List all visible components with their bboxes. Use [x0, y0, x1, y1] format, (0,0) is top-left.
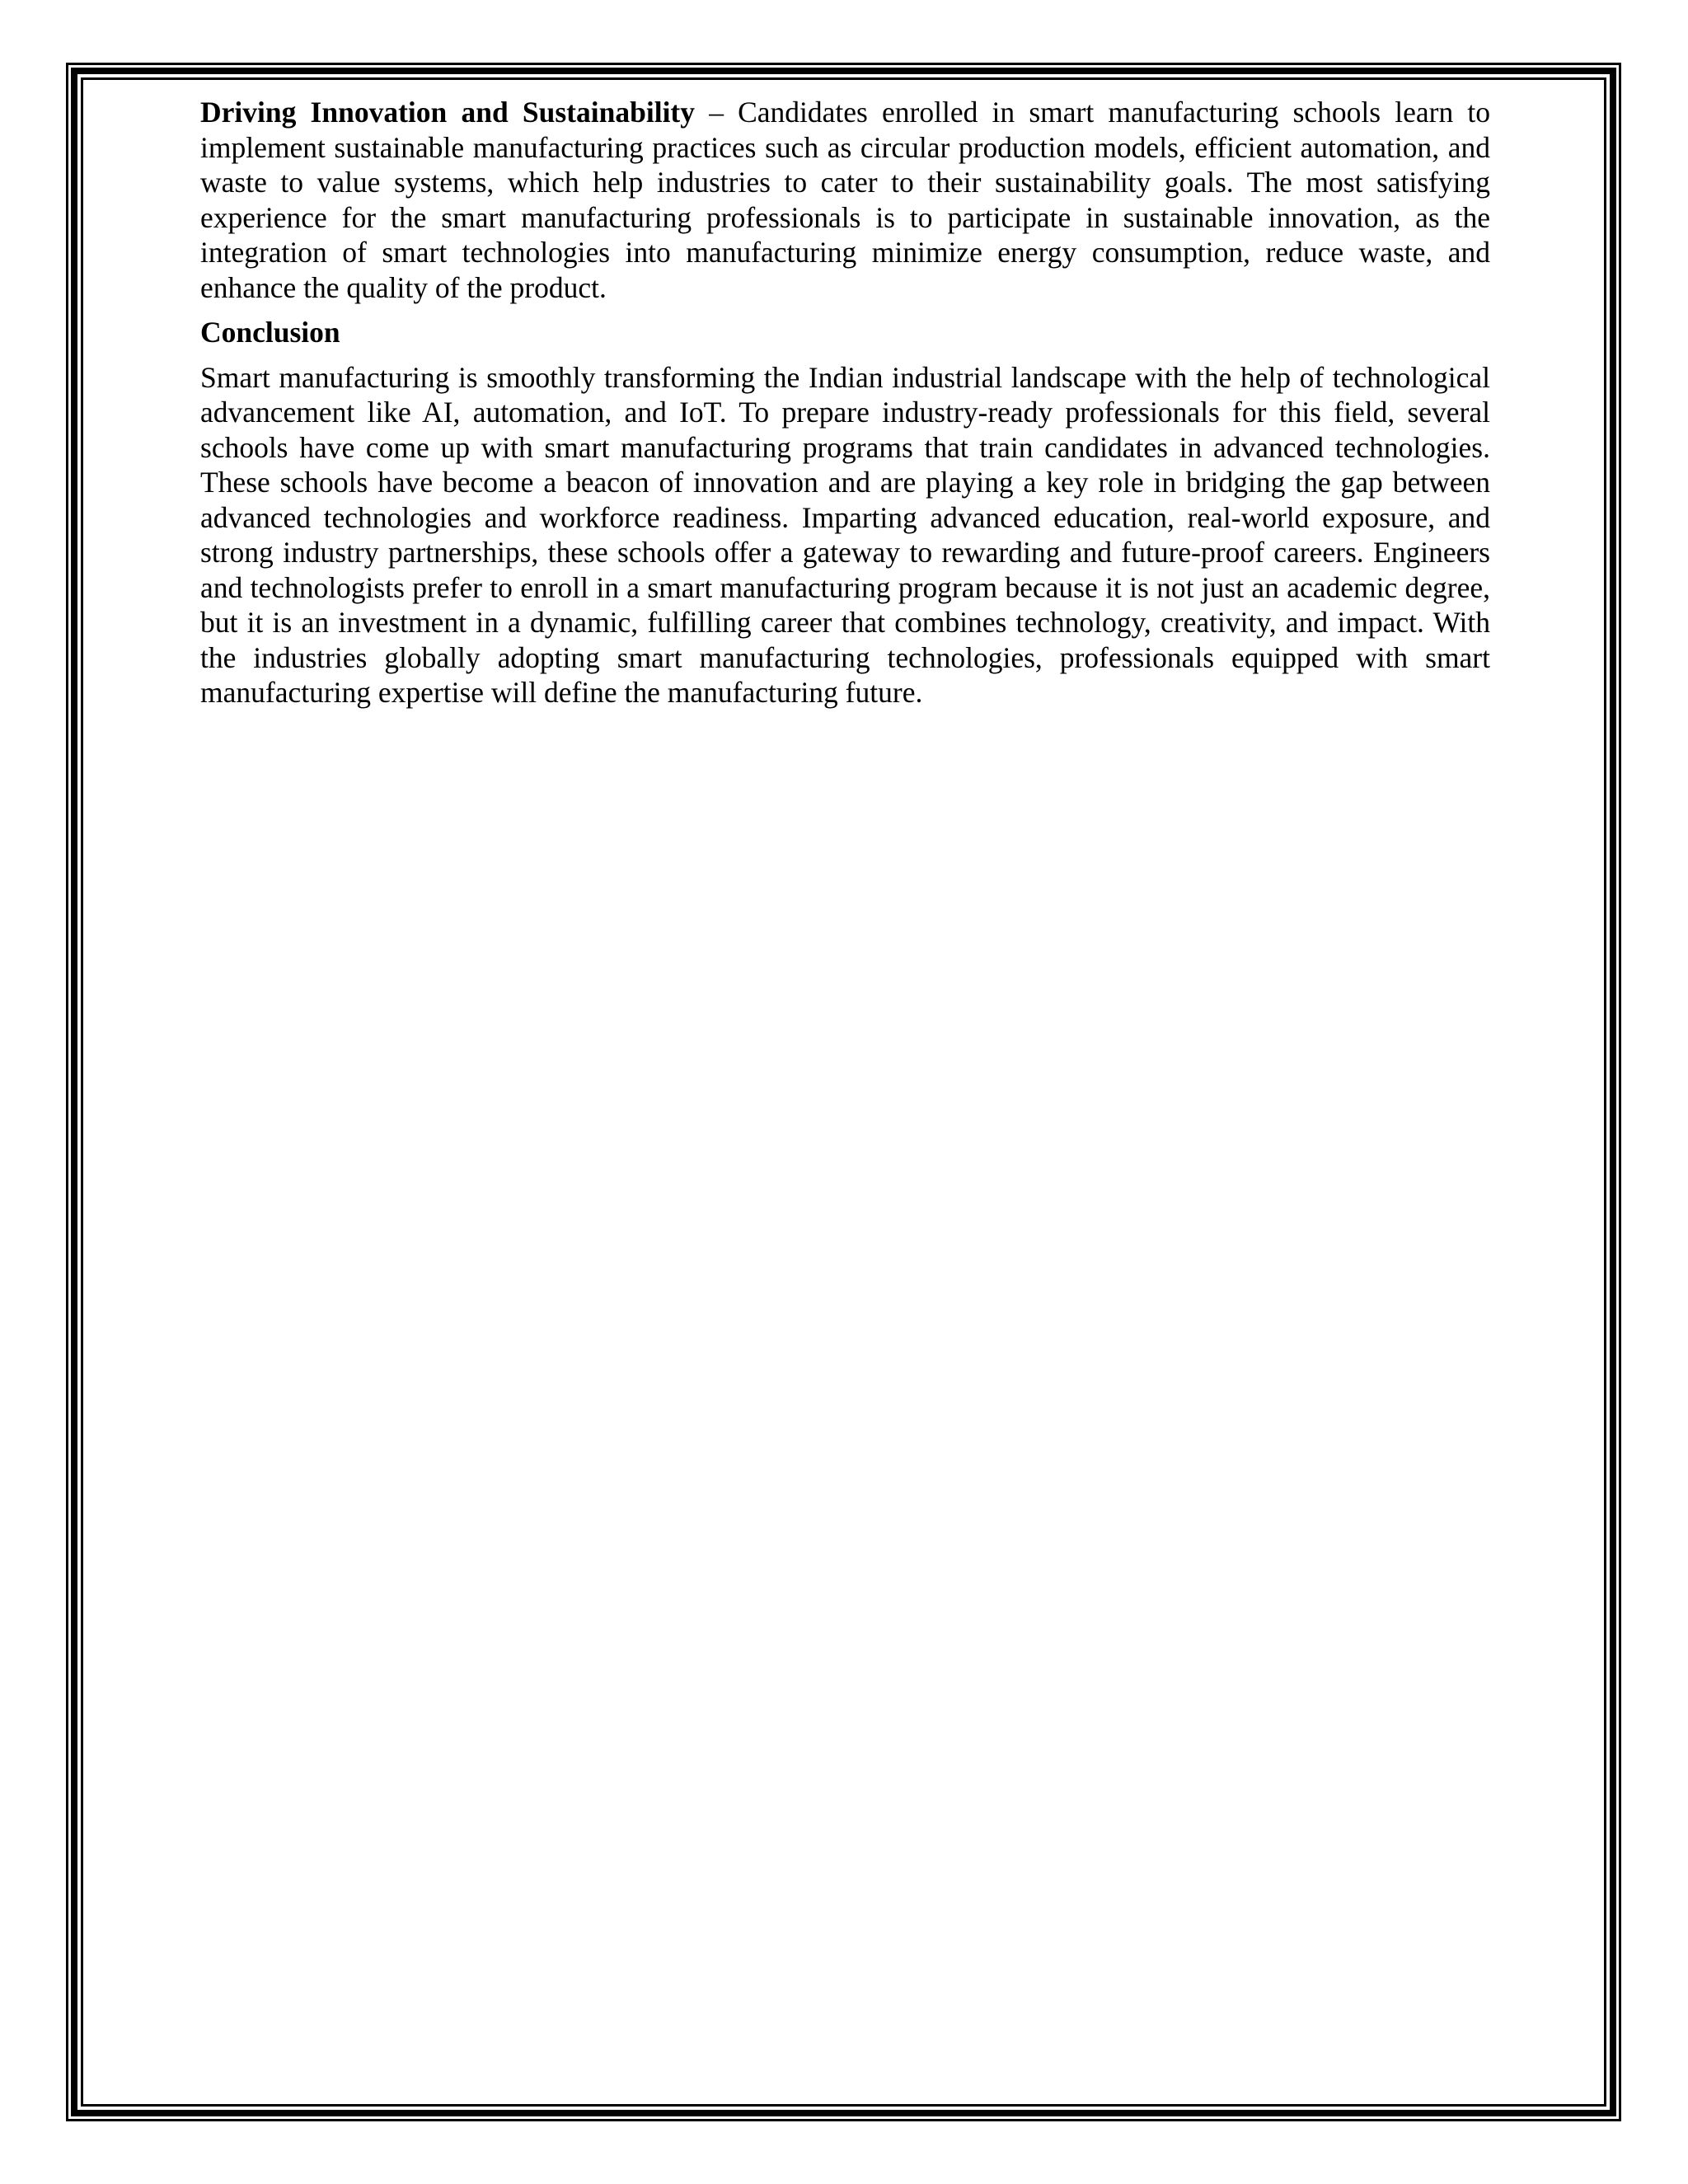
paragraph-conclusion: Smart manufacturing is smoothly transforming the Indian industrial landscape with the help of technological advancement like AI, automation, and IoT. To prepare industry-ready professionals for this field, several schools have come up with smart manufacturing programs that train candidates in advanced technologies. These schools have become a beacon of innovation and are playing a key role in bridging the gap between advanced technologies and workforce readiness. Imparting advanced education, real-world exposure, and strong industry partnerships, these schools offer a gateway to rewarding and future-proof careers. Engineers and technologists prefer to enroll in a smart manufacturing program because it is not just an academic degree, but it is an investment in a dynamic, fulfilling career that combines technology, creativity, and impact. With the industries globally adopting smart manufacturing technologies, professionals equipped with smart manufacturing expertise will define the manufacturing future. [200, 360, 1490, 709]
document-content [200, 95, 1490, 710]
paragraph-driving-innovation [200, 95, 1490, 305]
paragraph-body: – Candidates enrolled in smart manufacturing schools learn to implement sustainable manufacturing practices such as circular production models, efficient automation, and waste to value systems, which help industries to cater to their sustainability goals. The most satisfying experience for the smart manufacturing professionals is to participate in sustainable innovation, as the integration of smart technologies into manufacturing minimize energy consumption, reduce waste, and enhance the quality of the product. [200, 96, 1490, 304]
paragraph-lead-heading: Driving Innovation and Sustainability [200, 96, 696, 129]
section-heading-conclusion: Conclusion [200, 316, 340, 349]
